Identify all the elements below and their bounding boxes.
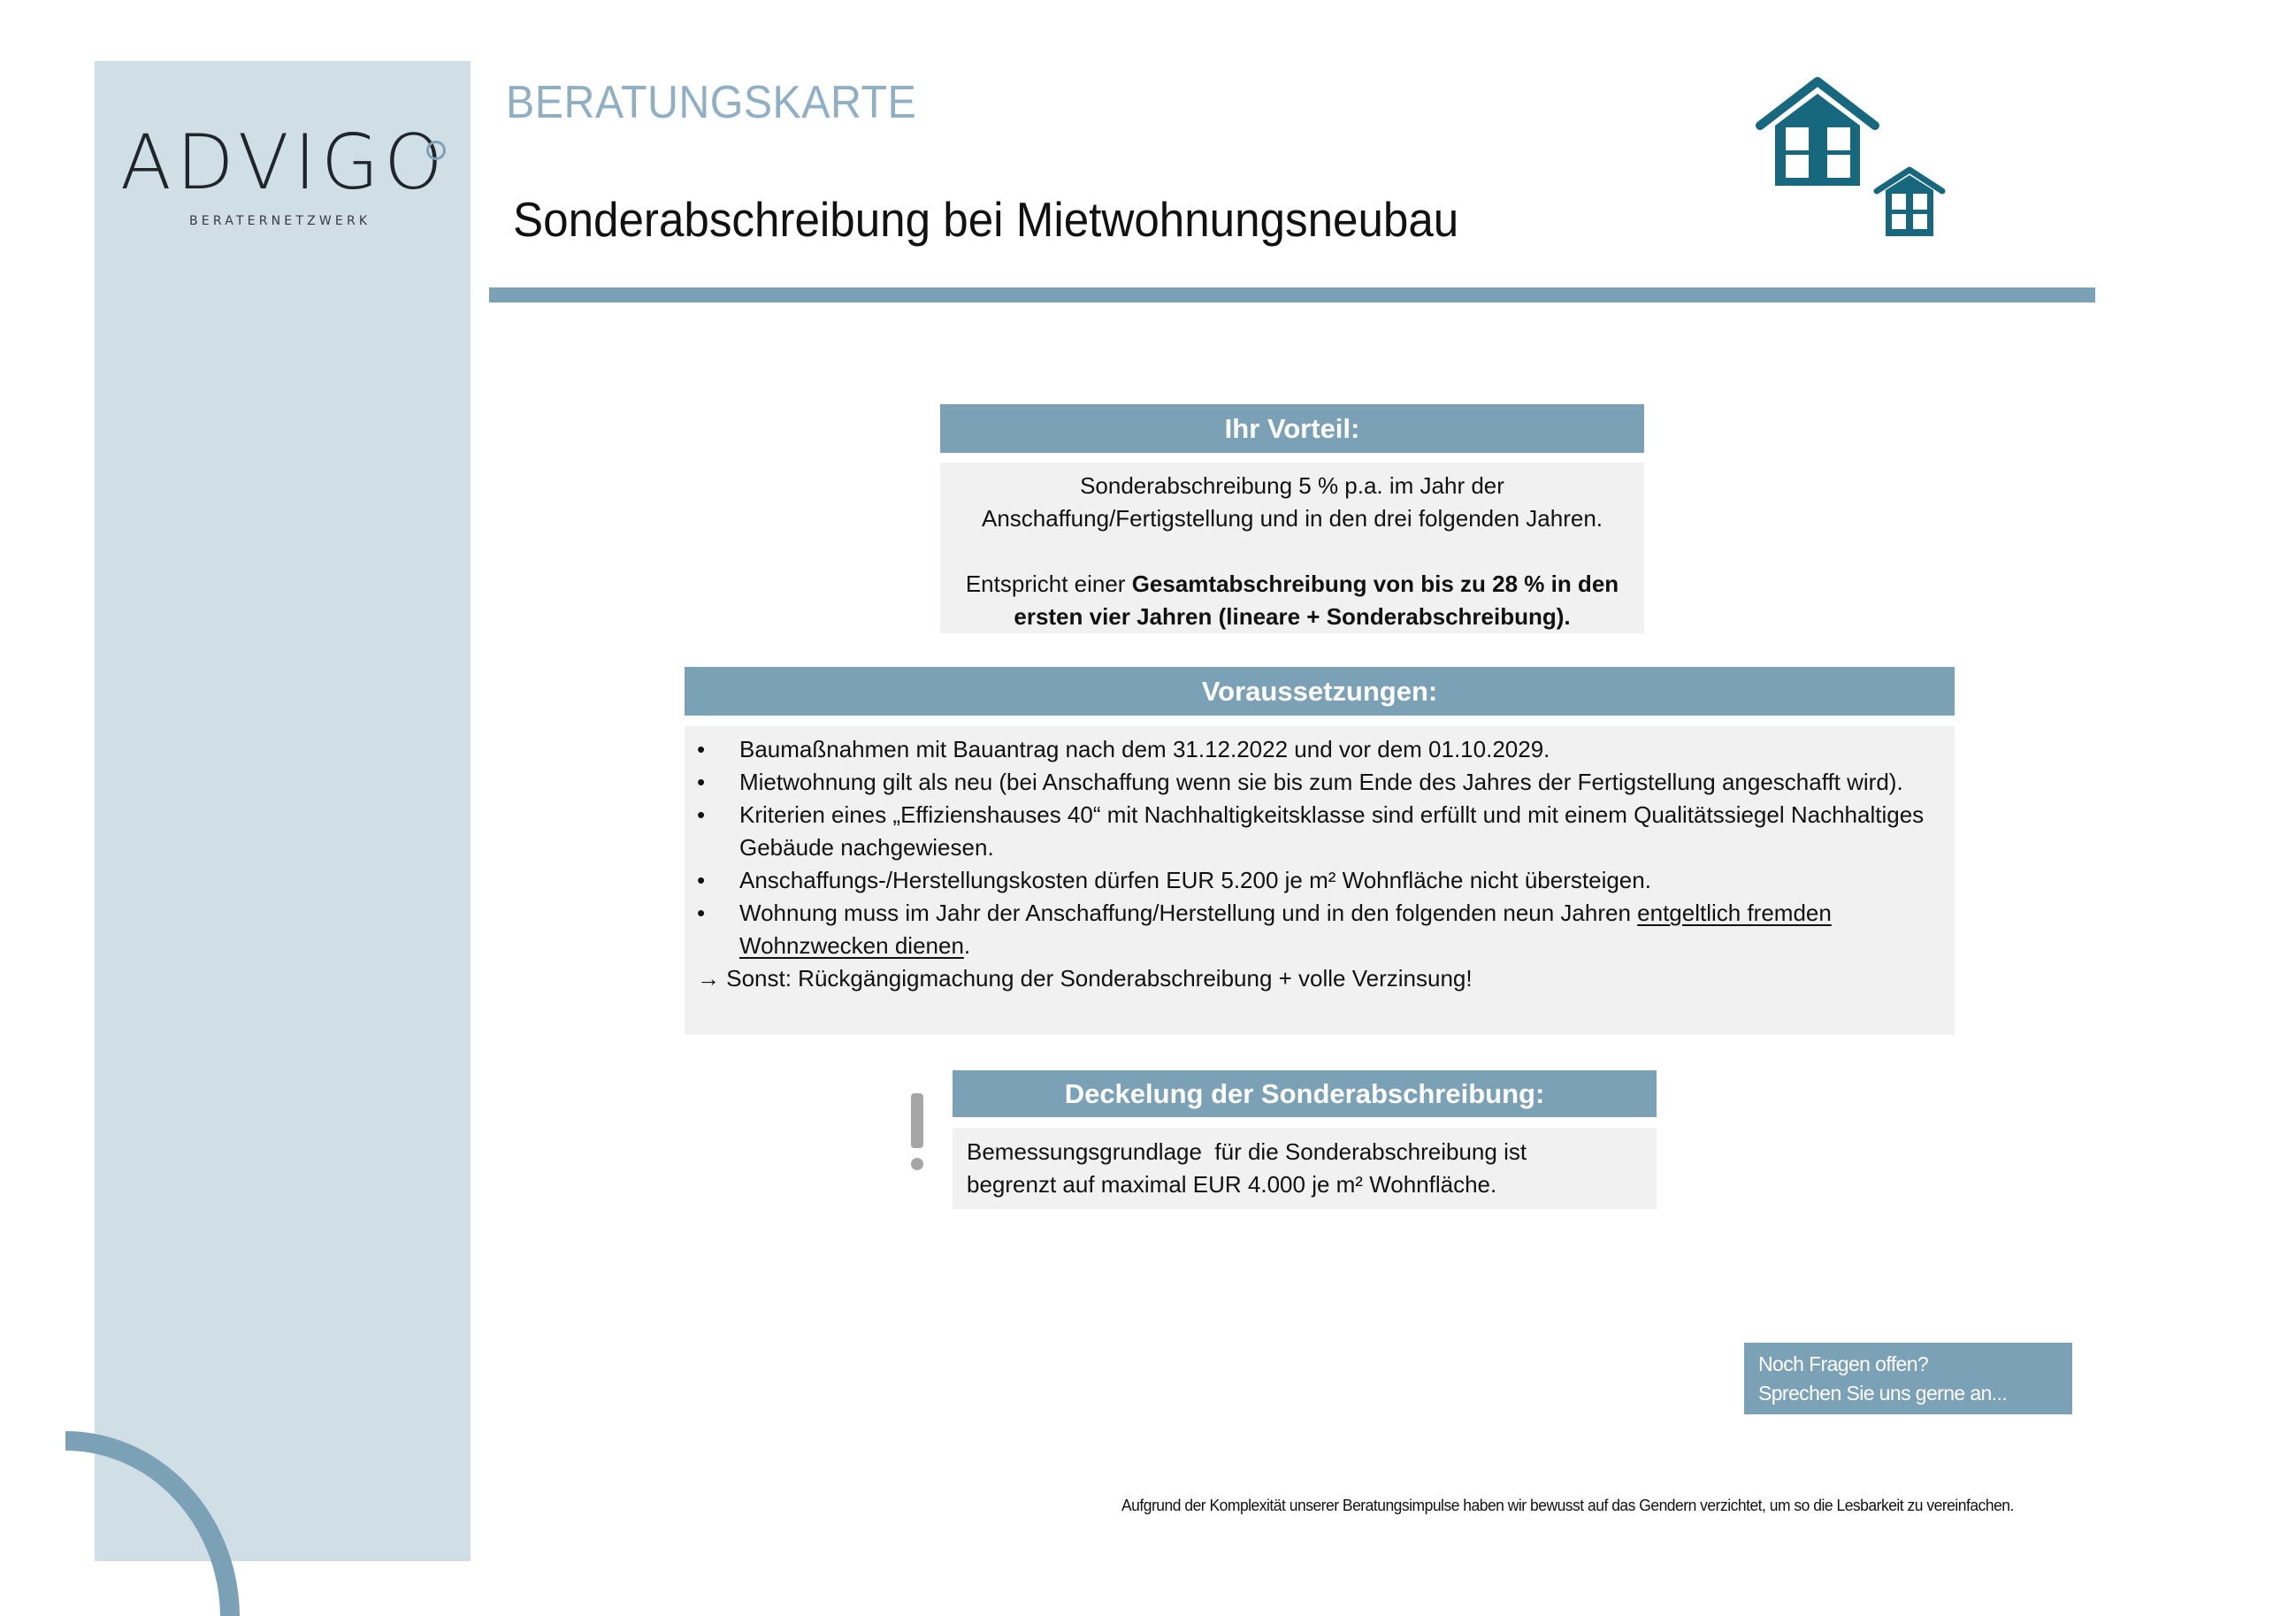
requirements-note <box>685 962 1928 995</box>
cap-line: Bemessungsgrundlage für die Sonderabschreibung ist <box>967 1138 1527 1165</box>
requirement-text: Baumaßnahmen mit Bauantrag nach dem 31.12.2022 und vor dem 01.10.2029. <box>739 736 1550 762</box>
advantage-line <box>940 601 1644 633</box>
advantage-line <box>940 568 1644 601</box>
requirement-text: Mietwohnung gilt als neu (bei Anschaffung wenn sie bis zum Ende des Jahres der Fertigstellung angeschafft wird). <box>739 769 1903 795</box>
cap-line: begrenzt auf maximal EUR 4.000 je m² Wohnfläche. <box>967 1171 1497 1198</box>
large-house-icon <box>1760 81 1875 186</box>
list-item <box>685 799 1928 864</box>
requirements-body <box>685 726 1955 1035</box>
requirement-suffix: . <box>963 932 971 959</box>
arrow-right-icon: → <box>697 965 720 992</box>
advantage-highlight: ersten vier Jahren (lineare + Sonderabschreibung). <box>1014 603 1571 630</box>
requirements-heading: Voraussetzungen: <box>685 667 1955 716</box>
page-title: Sonderabschreibung bei Mietwohnungsneubau <box>513 192 1459 247</box>
cap-body <box>953 1128 1657 1209</box>
list-item <box>685 897 1928 962</box>
advantage-heading: Ihr Vorteil: <box>940 404 1644 453</box>
contact-callout[interactable] <box>1744 1343 2072 1414</box>
bullet-icon: • <box>697 769 706 795</box>
advantage-line: Sonderabschreibung 5 % p.a. im Jahr der <box>1080 472 1504 499</box>
contact-line: Noch Fragen offen? <box>1758 1352 1929 1375</box>
list-item <box>685 766 1928 799</box>
requirement-text: Kriterien eines „Effizienshauses 40“ mit Nachhaltigkeitsklasse sind erfüllt und mit einem Qualitätssiegel Nachhaltiges Gebäude nachgewiesen. <box>739 801 1925 861</box>
bullet-icon: • <box>697 736 706 762</box>
requirements-list <box>685 733 1928 962</box>
header-divider <box>489 287 2095 303</box>
advantage-highlight: Gesamtabschreibung von bis zu 28 % in den <box>1131 571 1619 597</box>
cap-heading: Deckelung der Sonderabschreibung: <box>953 1070 1657 1117</box>
logo-wordmark: ADVIGO <box>120 119 448 207</box>
exclamation-icon <box>904 1086 930 1175</box>
contact-line: Sprechen Sie uns gerne an... <box>1758 1382 2008 1405</box>
bullet-icon: • <box>697 801 706 828</box>
logo-subtitle: BERATERNETZWERK <box>189 214 371 228</box>
requirement-text: Anschaffungs-/Herstellungskosten dürfen EUR 5.200 je m² Wohnfläche nicht übersteigen. <box>739 867 1651 893</box>
sidebar-panel <box>95 61 471 1561</box>
advantage-body <box>940 463 1644 633</box>
requirement-text: Wohnung muss im Jahr der Anschaffung/Herstellung und in den folgenden neun Jahren <box>739 900 1638 926</box>
bullet-icon: • <box>697 900 706 926</box>
small-house-icon <box>1877 170 1942 236</box>
bullet-icon: • <box>697 867 706 893</box>
footer-disclaimer: Aufgrund der Komplexität unserer Beratungsimpulse haben wir bewusst auf das Gendern verzichtet, um so die Lesbarkeit zu vereinfachen. <box>1121 1497 2014 1514</box>
advantage-text: Entspricht einer <box>965 571 1132 597</box>
advantage-line: Anschaffung/Fertigstellung und in den drei folgenden Jahren. <box>981 505 1603 532</box>
list-item <box>685 733 1928 766</box>
logo-ring-icon <box>426 141 446 160</box>
decorative-arc <box>0 1398 354 1616</box>
requirements-note-text: Sonst: Rückgängigmachung der Sonderabschreibung + volle Verzinsung! <box>726 965 1473 992</box>
houses-icon <box>1756 73 1950 241</box>
page-kicker: BERATUNGSKARTE <box>506 77 917 128</box>
list-item <box>685 864 1928 897</box>
requirement-emphasis: entgeltlich fremden Wohnzwecken dienen <box>739 900 1832 959</box>
